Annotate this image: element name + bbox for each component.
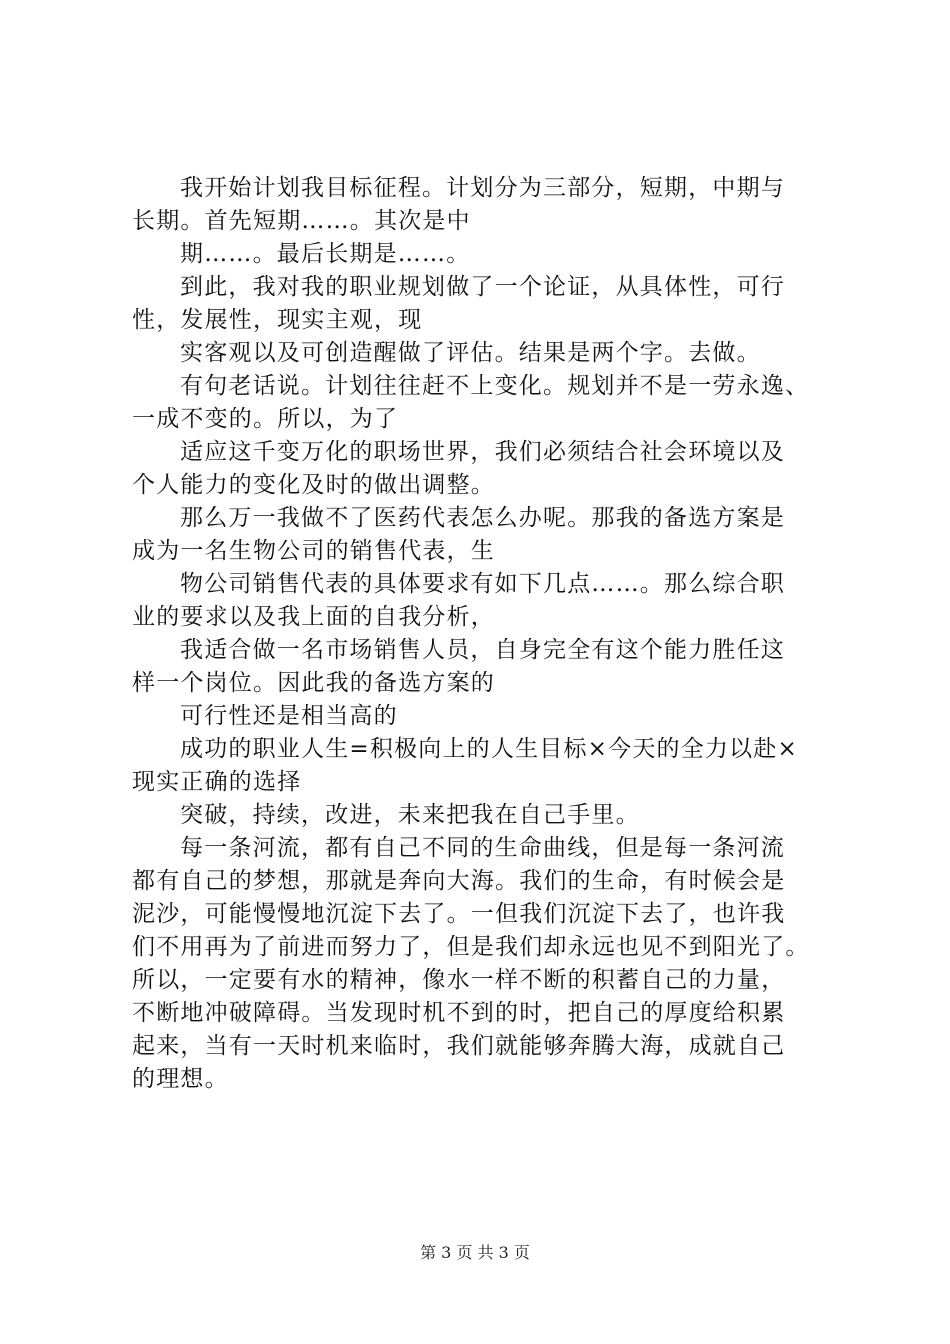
text-line: 到此，我对我的职业规划做了一个论证，从具体性，可行	[180, 274, 785, 300]
text-line: 一成不变的。所以，为了	[132, 406, 399, 432]
text-line: 的理想。	[132, 1066, 229, 1092]
text-line: 成功的职业人生=积极向上的人生目标×今天的全力以赴×	[180, 736, 799, 762]
text-line: 业的要求以及我上面的自我分析，	[132, 604, 495, 630]
text-line: 有句老话说。计划往往赶不上变化。规划并不是一劳永逸、	[180, 373, 810, 399]
page-footer	[0, 1243, 950, 1263]
text-line: 长期。首先短期……。其次是中	[132, 208, 471, 234]
text-line: 现实正确的选择	[132, 769, 302, 795]
text-line: 个人能力的变化及时的做出调整。	[132, 472, 495, 498]
document-body	[132, 172, 852, 1096]
text-line: 我适合做一名市场销售人员，自身完全有这个能力胜任这	[180, 637, 785, 663]
text-line: 每一条河流，都有自己不同的生命曲线，但是每一条河流	[180, 835, 785, 861]
text-line: 都有自己的梦想，那就是奔向大海。我们的生命，有时候会是	[132, 868, 786, 894]
text-line: 起来，当有一天时机来临时，我们就能够奔腾大海，成就自己	[132, 1033, 786, 1059]
text-line: 性，发展性，现实主观，现	[132, 307, 423, 333]
text-line: 不断地冲破障碍。当发现时机不到的时，把自己的厚度给积累	[132, 1000, 786, 1026]
text-line: 可行性还是相当高的	[180, 703, 398, 729]
text-line: 突破，持续，改进，未来把我在自己手里。	[180, 802, 640, 828]
text-line: 成为一名生物公司的销售代表，生	[132, 538, 495, 564]
text-line: 实客观以及可创造醒做了评估。结果是两个字。去做。	[180, 340, 761, 366]
text-line: 适应这千变万化的职场世界，我们必须结合社会环境以及	[180, 439, 785, 465]
text-line: 所以，一定要有水的精神，像水一样不断的积蓄自己的力量，	[132, 967, 786, 993]
text-line: 物公司销售代表的具体要求有如下几点……。那么综合职	[180, 571, 785, 597]
text-line: 期……。最后长期是……。	[180, 241, 471, 267]
text-line: 泥沙，可能慢慢地沉淀下去了。一但我们沉淀下去了，也许我	[132, 901, 786, 927]
text-line: 们不用再为了前进而努力了，但是我们却永远也见不到阳光了。	[132, 934, 810, 960]
text-line: 我开始计划我目标征程。计划分为三部分，短期，中期与	[180, 175, 785, 201]
text-line: 那么万一我做不了医药代表怎么办呢。那我的备选方案是	[180, 505, 785, 531]
text-line: 样一个岗位。因此我的备选方案的	[132, 670, 495, 696]
page-number-label: 第 3 页 共 3 页	[420, 1243, 530, 1262]
